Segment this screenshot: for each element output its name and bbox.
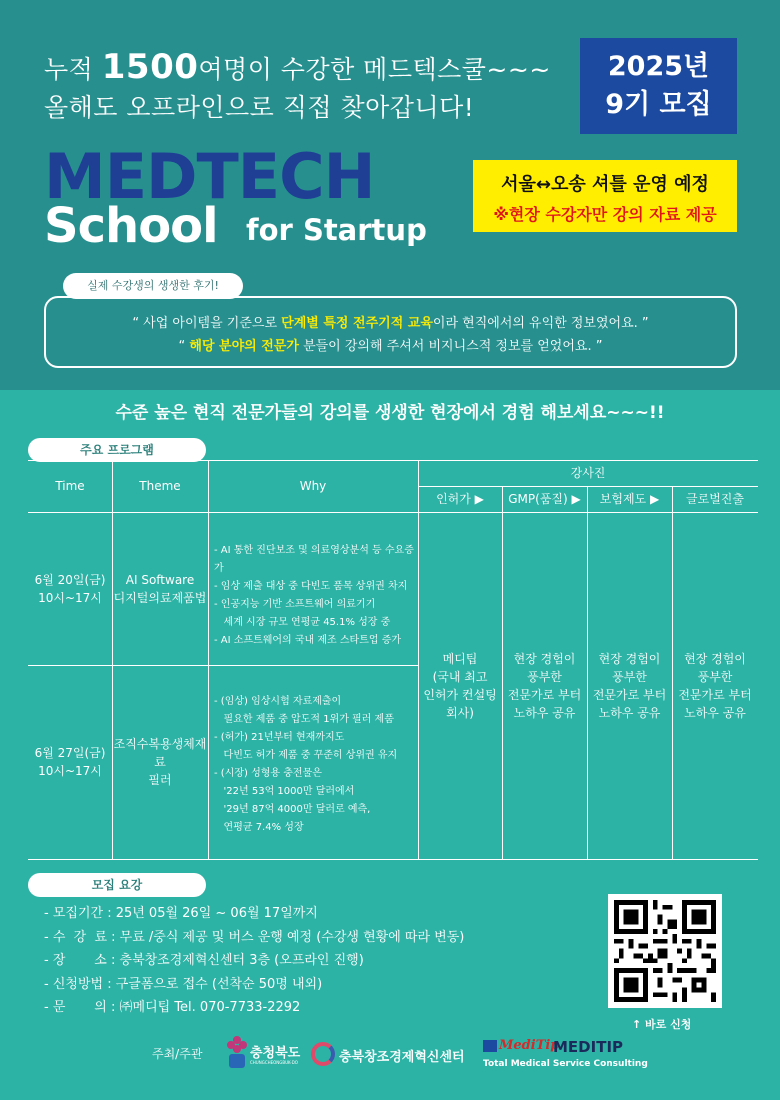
row2-why	[214, 693, 418, 837]
headline-line2: 올해도 오프라인으로 직접 찾아갑니다!	[44, 93, 475, 122]
header-lecturers: 강사진	[570, 466, 606, 480]
apply-tag: 모집 요강	[28, 873, 206, 897]
lecturer-text: 회사)	[446, 705, 474, 720]
lecturer-col-3	[587, 512, 672, 859]
lecturer-text: 풍부한	[697, 669, 733, 684]
table-line	[208, 460, 209, 860]
review-text: “ 사업 아이템을 기준으로	[132, 316, 282, 331]
ccei-circle-icon	[311, 1042, 335, 1066]
apply-fee: - 수 강 료 : 무료 /중식 제공 및 버스 운행 예정 (수강생 현황에 따라 변동)	[44, 929, 465, 945]
host-label: 주최/주관	[152, 1047, 203, 1061]
row1-time	[28, 512, 112, 665]
row1-hours: 10시~17시	[38, 590, 102, 605]
lecturer-col-1	[418, 512, 502, 859]
meditip-flag-icon	[483, 1040, 497, 1052]
qr-apply-link[interactable]: ↑ 바로 신청	[632, 1018, 692, 1031]
title-for-startup: for Startup	[246, 213, 427, 247]
row1-date: 6월 20일(금)	[34, 572, 106, 587]
headline-pre: 누적	[44, 55, 102, 84]
headline-number: 1500	[101, 47, 199, 87]
review-text: 이라 현직에서의 유익한 정보였어요. ”	[432, 316, 649, 331]
review-box	[44, 296, 737, 368]
header-why: Why	[299, 479, 327, 493]
lecturer-text: 전문가로 부터	[592, 687, 667, 702]
org1-name: 충청북도	[250, 1046, 301, 1061]
title-school: School	[44, 198, 218, 254]
org3-script: MediTip	[499, 1038, 560, 1053]
lecturer-text: 풍부한	[527, 669, 562, 684]
headline	[44, 48, 551, 127]
recruit-cohort: 9기 모집	[605, 89, 712, 120]
meditip-logo	[483, 1038, 648, 1074]
header-theme: Theme	[139, 479, 181, 493]
lecturer-text: 노하우 공유	[513, 705, 576, 720]
row2-theme-line2: 필러	[148, 773, 172, 787]
lecturer-text: 전문가로 부터	[678, 687, 752, 702]
row2-theme	[112, 665, 208, 859]
header-time: Time	[55, 479, 85, 493]
why-item: '29년 87억 4000만 달러로 예측,	[214, 804, 371, 815]
apply-location: - 장 소 : 충북창조경제혁신센터 3층 (오프라인 진행)	[44, 953, 364, 968]
why-item: - 임상 제출 대상 중 다빈도 품목 상위권 차지	[214, 581, 408, 592]
row1-why	[214, 542, 418, 650]
chungbuk-logo	[226, 1034, 306, 1074]
review-text: “	[178, 339, 190, 354]
recruit-badge	[580, 38, 737, 134]
why-item: - AI 소프트웨어의 국내 제조 스타트업 증가	[214, 635, 402, 646]
why-item: '22년 53억 1000만 달러에서	[214, 786, 355, 797]
header-lecturer-2: GMP(품질) ▶	[508, 492, 581, 506]
why-item: - (허가) 21년부터 현재까지도	[214, 732, 345, 743]
lecturer-text: 현장 경험이	[598, 651, 661, 666]
lecturer-text: 노하우 공유	[684, 705, 746, 720]
why-item: - (임상) 임상시험 자료제출이	[214, 696, 342, 707]
why-item: - AI 통한 진단보조 및 의료영상분석 등 수요증가	[214, 545, 414, 574]
program-table	[28, 460, 758, 860]
org2-name: 충북창조경제혁신센터	[339, 1050, 465, 1065]
program-tag: 주요 프로그램	[28, 438, 206, 462]
why-item: 연평균 7.4% 성장	[214, 822, 304, 833]
row1-theme	[112, 512, 208, 665]
org1-sub: CHUNGCHEONGBUK-DO	[250, 1060, 298, 1065]
why-item: - (시장) 성형용 충전물은	[214, 768, 322, 779]
review-highlight: 해당 분야의 전문가	[189, 339, 299, 354]
why-item: 세계 시장 규모 연평균 45.1% 성장 중	[214, 617, 391, 628]
lecturer-text: 현장 경험이	[513, 651, 576, 666]
review-tag: 실제 수강생의 생생한 후기!	[63, 273, 243, 299]
lecturer-text: 인허가 컨설팅	[423, 687, 497, 702]
header-lecturer-4: 글로벌진출	[686, 492, 744, 506]
lecturer-text: (국내 최고	[432, 669, 488, 684]
lecturer-col-2	[502, 512, 587, 859]
lecturer-text: 풍부한	[612, 669, 647, 684]
headline-post: 여명이 수강한 메드텍스쿨~~~	[198, 55, 551, 84]
why-item: - 인공지능 기반 소프트웨어 의료기기	[214, 599, 376, 610]
row1-theme-line1: AI Software	[125, 572, 195, 587]
row1-theme-line2: 디지털의료제품법	[113, 590, 207, 605]
apply-method: - 신청방법 : 구글폼으로 접수 (선착순 50명 내외)	[44, 976, 323, 992]
apply-period: - 모집기간 : 25년 05월 26일 ~ 06월 17일까지	[44, 906, 318, 921]
lecturer-text: 메디팁	[442, 651, 478, 666]
row2-hours: 10시~17시	[38, 764, 102, 778]
review-text: 분들이 강의해 주셔서 비지니스적 정보를 얻었어요. ”	[298, 339, 603, 354]
row2-time	[28, 665, 112, 859]
org3-sub: Total Medical Service Consulting	[483, 1059, 648, 1069]
row2-theme-line1: 조직수복용생체재료	[113, 737, 207, 769]
lecturer-text: 현장 경험이	[684, 651, 746, 666]
slogan: 수준 높은 현직 전문가들의 강의를 생생한 현장에서 경험 해보세요~~~!!	[115, 403, 665, 423]
lecturer-text: 노하우 공유	[598, 705, 661, 720]
shuttle-line1: 서울↔오송 셔틀 운영 예정	[501, 174, 709, 195]
why-item: 필요한 제품 중 압도적 1위가 필러 제품	[214, 714, 394, 725]
apply-contact: - 문 의 : ㈜메디팁 Tel. 070-7733-2292	[44, 1000, 301, 1015]
apply-info	[44, 902, 464, 1020]
header-lecturer-1: 인허가 ▶	[436, 492, 484, 506]
lecturer-text: 전문가로 부터	[507, 687, 582, 702]
why-item: 다빈도 허가 제품 중 꾸준히 상위권 유지	[214, 750, 398, 761]
row2-date: 6월 27일(금)	[34, 746, 106, 760]
org3-name: MEDITIP	[553, 1038, 624, 1056]
review-line1	[46, 312, 735, 335]
lecturer-col-4	[672, 512, 758, 859]
qr-code-icon[interactable]	[608, 894, 722, 1008]
recruit-year: 2025년	[607, 51, 710, 82]
shuttle-line2: ※현장 수강자만 강의 자료 제공	[493, 205, 717, 224]
review-line2	[46, 335, 735, 358]
header-lecturer-3: 보험제도 ▶	[599, 492, 660, 506]
review-highlight: 단계별 특정 전주기적 교육	[281, 316, 433, 331]
ccei-logo	[311, 1040, 481, 1070]
title-medtech: MEDTECH	[44, 140, 375, 213]
chungbuk-emblem-icon	[226, 1034, 248, 1070]
qr-code-graphic	[614, 900, 716, 1002]
shuttle-notice	[473, 160, 737, 232]
table-line	[28, 859, 758, 860]
